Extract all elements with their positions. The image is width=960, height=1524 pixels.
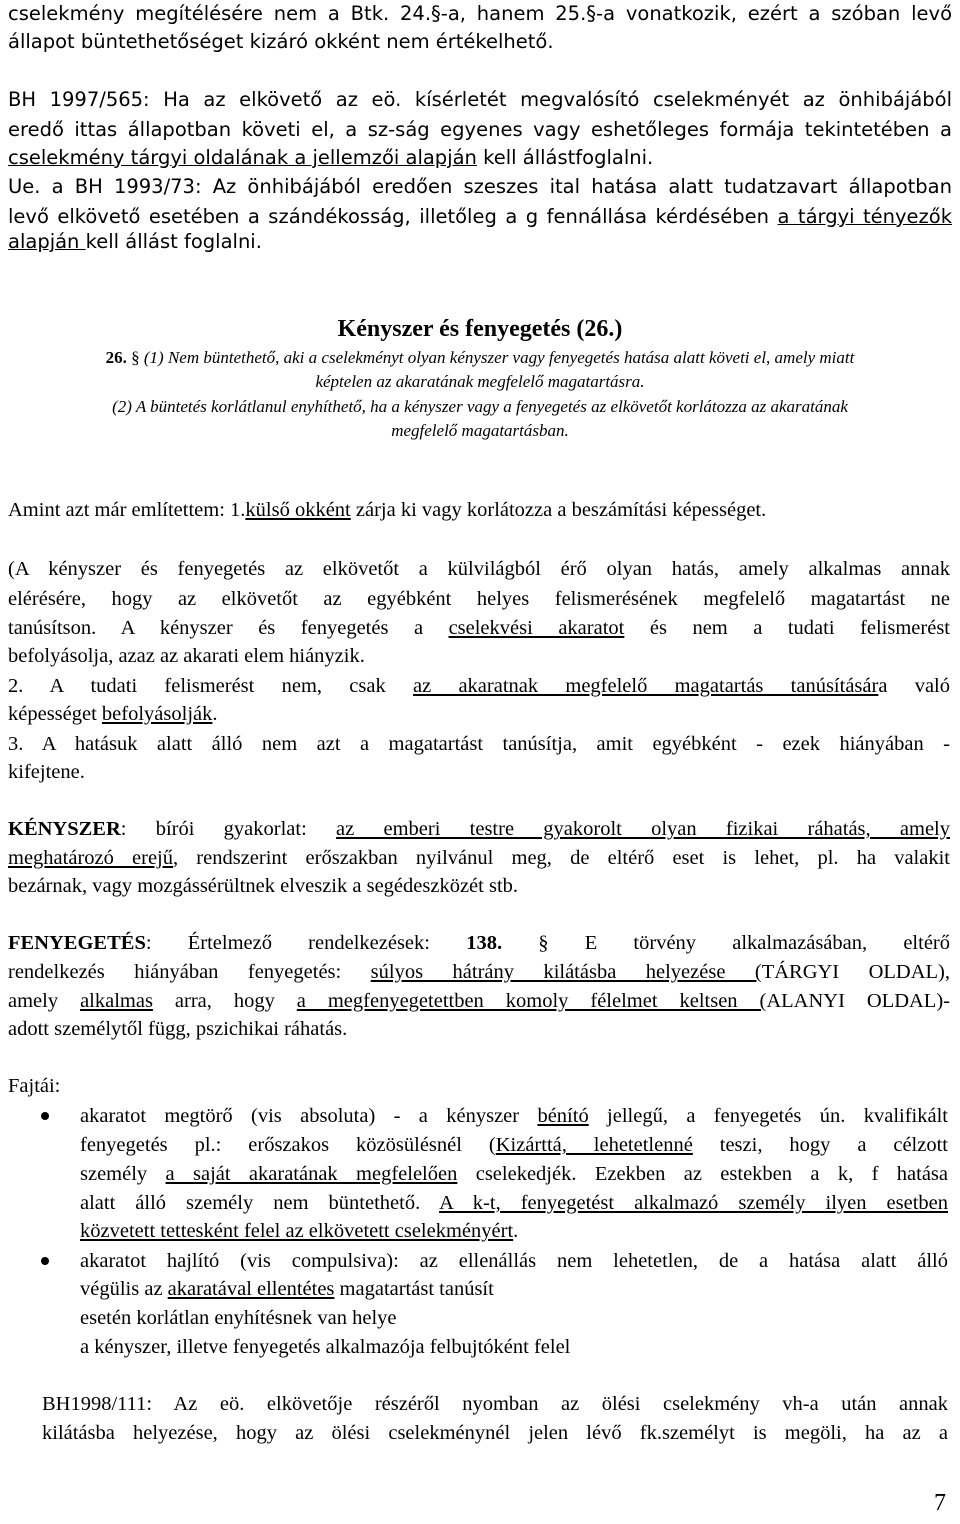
section-heading: Kényszer és fenyegetés (26.) xyxy=(337,316,623,342)
fajtai-b1-line-2 xyxy=(80,1134,948,1157)
fenyeg-line-3 xyxy=(8,990,950,1013)
underlined-text: akaratával ellentétes xyxy=(167,1278,335,1300)
text-span: . xyxy=(513,1220,519,1242)
text-span: cselekedjék. Ezekben az estekben a k, f hatása xyxy=(457,1163,948,1185)
bh1993-line-2 xyxy=(8,205,952,228)
text-span: tanúsítson. A kényszer és fenyegetés a xyxy=(8,617,449,639)
underlined-text: alapján xyxy=(8,230,86,253)
fajtai-b2-line-3: esetén korlátlan enyhítésnek van helye xyxy=(80,1307,397,1329)
para1-line-3 xyxy=(8,617,950,640)
text-span: jellegű, a fenyegetés ún. kvalifikált xyxy=(588,1105,948,1127)
text-span: alatt álló személy nem büntethető. xyxy=(80,1192,440,1214)
underlined-text: A k-t, fenyegetést alkalmazó személy ilyen esetben xyxy=(439,1192,948,1214)
term-fenyegetes: FENYEGETÉS xyxy=(8,932,146,954)
fenyeg-line-2 xyxy=(8,961,950,984)
underlined-text: a saját akaratának megfelelően xyxy=(165,1163,458,1185)
kenyszer-line-2 xyxy=(8,847,950,870)
bh1993-line-3 xyxy=(8,232,262,252)
text-span: zárja ki vagy korlátozza a beszámítási képességet. xyxy=(350,499,767,521)
underlined-text: közvetett tettesként felel az elkövetett cselekményért xyxy=(80,1220,514,1242)
fenyeg-line-1 xyxy=(8,932,950,955)
fajtai-b2-line-2 xyxy=(80,1279,494,1300)
section-number: 138. xyxy=(466,932,503,954)
amint-line xyxy=(8,500,766,521)
para1-line-8: kifejtene. xyxy=(8,761,85,783)
bullet-1 xyxy=(41,1112,49,1120)
text-span: Amint azt már említettem: 1. xyxy=(8,499,246,521)
fajtai-b2-line-1: akaratot hajlító (vis compulsiva): az ellenállás nem lehetetlen, de a hatása alatt álló xyxy=(80,1250,948,1272)
fajtai-b2-line-4: a kényszer, illetve fenyegetés alkalmazója felbujtóként felel xyxy=(80,1336,571,1358)
para1-line-4: befolyásolja, azaz az akarati elem hiányzik. xyxy=(8,645,365,667)
text-span: személy xyxy=(80,1163,166,1185)
para1-line-7: 3. A hatásuk alatt álló nem azt a magatartást tanúsítja, amit egyébként - ezek hiányában - xyxy=(8,733,950,755)
continued-paragraph-line-2: állapot büntethetőséget kizáró okként nem értékelhető. xyxy=(8,30,554,53)
text-span: 2. A tudati felismerést nem, csak xyxy=(8,675,413,697)
text-span: magatartást tanúsít xyxy=(334,1278,494,1300)
law-paragraph-2: (2) A büntetés korlátlanul enyhíthető, ha a kényszer vagy a fenyegetés az elkövetőt korlátozza az akaratának xyxy=(112,397,848,416)
text-span: : Értelmező rendelkezések: xyxy=(145,932,467,954)
text-span: és nem a tudati felismerést xyxy=(624,617,951,639)
text-span: . xyxy=(212,703,218,725)
underlined-text: bénító xyxy=(537,1105,589,1127)
bh1998-line-2: kilátásba helyezése, hogy az ölési cselekménynél jelen lévő fk.személyt is megöli, ha az a xyxy=(42,1422,948,1444)
para1-line-6 xyxy=(8,704,218,725)
para1-line-5 xyxy=(8,675,950,698)
fajtai-title: Fajtái: xyxy=(8,1075,61,1097)
text-span: : bírói gyakorlat: xyxy=(120,818,337,840)
section-sign: § xyxy=(131,348,140,367)
underlined-text: súlyos hátrány kilátásba helyezése ( xyxy=(370,961,762,983)
text-span: a való xyxy=(878,675,950,697)
bh1997-line-1: BH 1997/565: Ha az elkövető az eö. kísérletét megvalósító cselekményét az önhibájából xyxy=(8,88,952,111)
underlined-text: külső okként xyxy=(245,499,351,521)
fajtai-b1-line-4 xyxy=(80,1192,948,1215)
law-text: (1) Nem büntethető, aki a cselekményt olyan kényszer vagy fenyegetés hatása alatt követi el, amely miatt xyxy=(139,348,855,367)
text-span: § E törvény alkalmazásában, eltérő xyxy=(502,932,950,954)
text-span: arra, hogy xyxy=(152,990,297,1012)
bullet-2 xyxy=(41,1257,49,1265)
text-span: , rendszerint erőszakban nyilvánul meg, de eltérő eset is lehet, pl. ha valakit xyxy=(173,847,950,869)
text-span: kell állást foglalni. xyxy=(85,230,262,253)
section-number: 26. xyxy=(105,348,127,367)
text-span: végülis az xyxy=(80,1278,168,1300)
fajtai-b1-line-5 xyxy=(80,1221,518,1242)
underlined-text: alkalmas xyxy=(80,990,153,1012)
page-number: 7 xyxy=(934,1490,946,1516)
text-span: fenyegetés pl.: erőszakos közösülésnél ( xyxy=(80,1134,496,1156)
bh1997-line-2: eredő ittas állapotban követi el, a sz-ság egyenes vagy eshetőleges formája tekintetében a xyxy=(8,118,952,141)
law-paragraph-1 xyxy=(4,348,956,368)
text-span: akaratot megtörő (vis absoluta) - a kényszer xyxy=(80,1105,538,1127)
underlined-text: az akaratnak megfelelő magatartás tanúsításár xyxy=(412,675,879,697)
bh1997-line-3 xyxy=(8,148,653,168)
underlined-text: az emberi testre gyakorolt olyan fizikai ráhatás, amely xyxy=(336,818,950,840)
text-span: teszi, hogy a célzott xyxy=(692,1134,948,1156)
text-span: kell állástfoglalni. xyxy=(476,146,654,169)
underlined-text: befolyásolják xyxy=(101,703,213,725)
fajtai-b1-line-1 xyxy=(80,1105,948,1128)
law-paragraph-1-line-2: képtelen az akaratának megfelelő magatartásra. xyxy=(315,372,645,391)
bh1998-line-1: BH1998/111: Az eö. elkövetője részéről nyomban az ölési cselekmény vh-a után annak xyxy=(42,1393,948,1415)
bh1993-line-1: Ue. a BH 1993/73: Az önhibájából eredően szeszes ital hatása alatt tudatzavart állapotban xyxy=(8,175,952,198)
underlined-text: a megfenyegetettben komoly félelmet keltsen ( xyxy=(296,990,767,1012)
fajtai-b1-line-3 xyxy=(80,1163,948,1186)
underlined-text: cselekvési akaratot xyxy=(448,617,625,639)
para1-line-1: (A kényszer és fenyegetés az elkövetőt a külvilágból érő olyan hatás, amely alkalmas annak xyxy=(8,558,950,580)
law-paragraph-2-line-2: megfelelő magatartásban. xyxy=(391,421,569,440)
underlined-text: a tárgyi tényezők xyxy=(777,205,952,228)
text-span: rendelkezés hiányában fenyegetés: xyxy=(8,961,371,983)
underlined-text: meghatározó erejű xyxy=(8,847,174,869)
underlined-text: Kizárttá, lehetetlenné xyxy=(495,1134,693,1156)
term-kenyszer: KÉNYSZER xyxy=(8,818,121,840)
kenyszer-line-1 xyxy=(8,818,950,841)
kenyszer-line-3: bezárnak, vagy mozgássérültnek elveszik a segédeszközét stb. xyxy=(8,875,519,897)
text-span: képességet xyxy=(8,703,102,725)
fenyeg-line-4: adott személytől függ, pszichikai ráhatás. xyxy=(8,1018,348,1040)
text-span: ALANYI OLDAL)- xyxy=(766,990,950,1012)
underlined-text: cselekmény tárgyi oldalának a jellemzői alapján xyxy=(8,146,477,169)
text-span: levő elkövető esetében a szándékosság, illetőleg a g fennállása kérdésében xyxy=(8,205,778,228)
continued-paragraph-line-1: cselekmény megítélésére nem a Btk. 24.§-a, hanem 25.§-a vonatkozik, ezért a szóban levő xyxy=(8,2,952,25)
text-span: TÁRGYI OLDAL), xyxy=(761,961,950,983)
para1-line-2: elérésére, hogy az elkövetőt az egyébként helyes felismerésének megfelelő magatartást ne xyxy=(8,588,950,610)
text-span: amely xyxy=(8,990,81,1012)
